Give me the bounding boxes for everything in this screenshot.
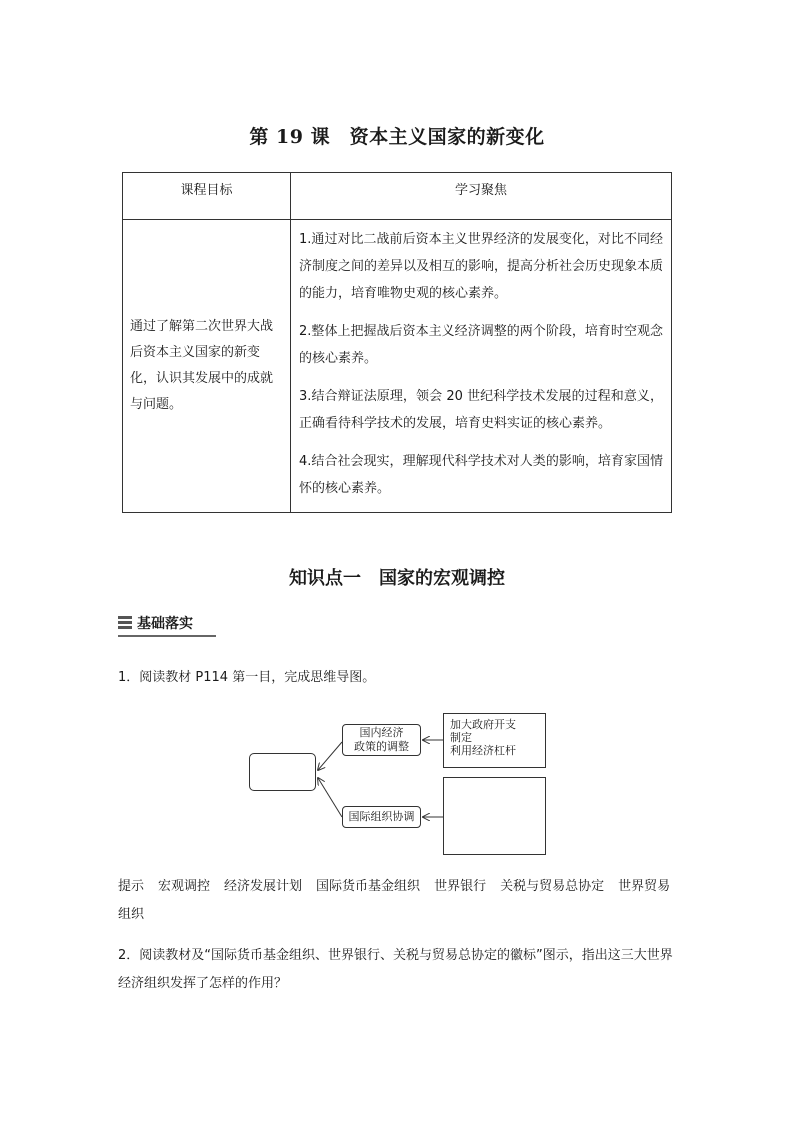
question-1: 1．阅读教材 P114 第一目，完成思维导图。 [118, 670, 376, 685]
domestic-policy-box [342, 724, 421, 756]
hint-item: 经济发展计划 [224, 879, 303, 894]
course-goals-table [122, 172, 672, 513]
measure-1: 加大政府开支 [450, 718, 516, 731]
center-blank-box [249, 753, 316, 791]
hint-item: 关税与贸易总协定 [500, 879, 605, 894]
hint-item: 世界银行 [434, 879, 487, 894]
learning-focus-cell [291, 220, 672, 513]
hint-block [118, 873, 678, 929]
domestic-line-1: 国内经济 [359, 726, 404, 739]
focus-item-2: 2.整体上把握战后资本主义经济调整的两个阶段，培育时空观念的核心素养。 [299, 324, 663, 366]
domestic-line-2: 政策的调整 [354, 740, 409, 753]
course-goal-text: 通过了解第二次世界大战后资本主义国家的新变化，认识其发展中的成就与问题。 [130, 319, 274, 412]
hint-label: 提示 [118, 879, 145, 894]
focus-item-1: 1.通过对比二战前后资本主义世界经济的发展变化，对比不同经济制度之间的差异以及相互的影响，提高分析社会历史现象本质的能力，培育唯物史观的核心素养。 [299, 232, 664, 301]
table-body-row [123, 220, 672, 513]
arrow-intl-to-center [318, 778, 342, 817]
measure-3: 利用经济杠杆 [450, 744, 516, 757]
arrow-domestic-to-center [318, 742, 342, 770]
domestic-measures-box [443, 713, 546, 768]
focus-item-4: 4.结合社会现实，理解现代科学技术对人类的影响，培育家国情怀的核心素养。 [299, 454, 663, 496]
intl-coordination-box: 国际组织协调 [342, 806, 421, 828]
basics-banner [118, 613, 216, 637]
hint-item: 宏观调控 [158, 879, 211, 894]
section-title: 知识点一 国家的宏观调控 [289, 568, 505, 589]
question-2: 2．阅读教材及“国际货币基金组织、世界银行、关税与贸易总协定的徽标”图示，指出这三大世界经济组织发挥了怎样的作用？ [118, 948, 673, 991]
header-course-goal: 课程目标 [123, 173, 291, 220]
measure-2: 制定 [450, 731, 472, 744]
header-learning-focus: 学习聚焦 [291, 173, 672, 220]
hint-item: 世界贸易组织 [118, 879, 671, 922]
lesson-title: 第 19 课 资本主义国家的新变化 [249, 126, 545, 148]
stripes-icon [118, 616, 132, 630]
hint-item: 国际货币基金组织 [316, 879, 421, 894]
course-goal-cell [123, 220, 291, 513]
table-header-row [123, 173, 672, 220]
intl-organizations-blank-box [443, 777, 546, 855]
mind-map [240, 712, 560, 862]
banner-label: 基础落实 [137, 616, 193, 632]
focus-item-3: 3.结合辩证法原理，领会 20 世纪科学技术发展的过程和意义，正确看待科学技术的发展，培育史料实证的核心素养。 [299, 389, 663, 431]
